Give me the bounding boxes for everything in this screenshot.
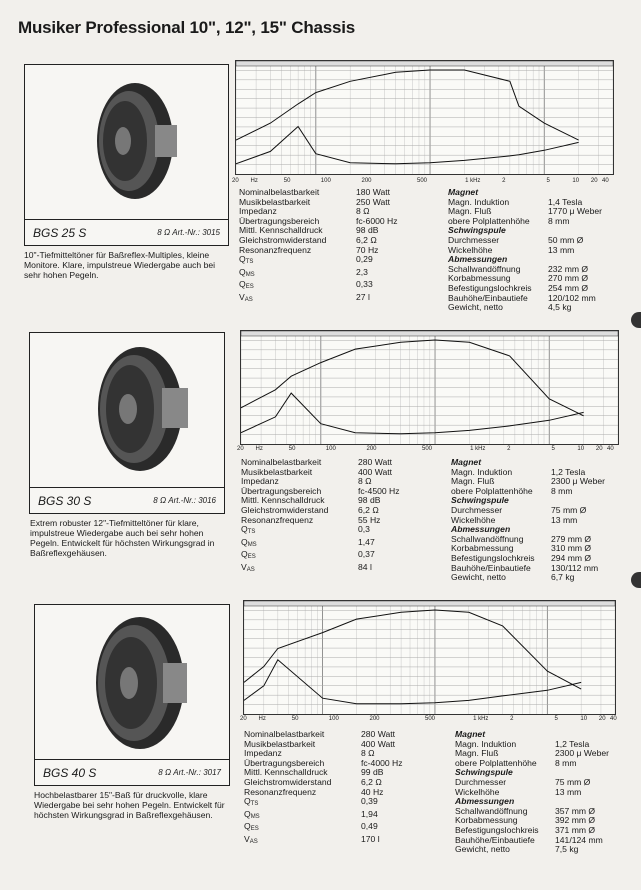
spec-label: Wickelhöhe	[448, 244, 493, 255]
spec-label: Bauhöhe/Einbautiefe	[455, 834, 535, 845]
spec-label: Gewicht, netto	[448, 302, 503, 313]
spec-label: Schallwandöffnung	[451, 533, 524, 544]
spec-value: 0,33	[356, 279, 373, 290]
x-tick-label: 2	[507, 446, 511, 452]
spec-value: 1770 μ Weber	[548, 206, 603, 217]
specs-left	[244, 730, 403, 848]
spec-label: Gleichstromwiderstand	[244, 776, 332, 787]
spec-label: Abmessungen	[451, 524, 511, 535]
top-ruler	[244, 601, 615, 606]
model-name: BGS 30 S	[38, 493, 92, 508]
spec-label: Schallwandöffnung	[448, 263, 521, 274]
spec-label: $Q_{TS}$	[244, 796, 259, 808]
article-number: 8 Ω Art.-Nr.: 3017	[158, 768, 221, 777]
x-tick-label: 50	[288, 446, 296, 452]
x-tick-label: 10	[580, 716, 588, 722]
spec-value: 6,2 Ω	[356, 234, 377, 245]
spec-row	[239, 246, 398, 256]
article-number: 8 Ω Art.-Nr.: 3015	[157, 228, 220, 237]
spec-label: Gleichstromwiderstand	[239, 234, 327, 245]
spec-row	[244, 835, 403, 848]
x-tick-label: 20	[232, 178, 239, 184]
x-tick-label: 20	[595, 446, 603, 452]
spec-label: obere Polplattenhöhe	[451, 485, 533, 496]
x-axis-labels	[237, 446, 622, 454]
spec-label: Schwingspule	[451, 495, 509, 506]
spec-label: Impedanz	[244, 748, 282, 759]
x-tick-label: 5	[546, 178, 550, 184]
spec-value: 180 Watt	[356, 187, 391, 197]
spec-label: $V_{AS}$	[239, 291, 253, 303]
spec-value: 371 mm Ø	[555, 824, 596, 835]
spec-label: Magnet	[448, 187, 479, 197]
specs-left	[241, 458, 400, 576]
spec-value: 0,39	[361, 796, 378, 807]
x-tick-label: 100	[320, 178, 331, 184]
spec-value: 310 mm Ø	[551, 543, 592, 554]
spec-label: Befestigungslochkreis	[448, 282, 532, 293]
spec-value: 130/112 mm	[551, 562, 599, 573]
spec-value: 8 mm	[551, 485, 573, 496]
spec-label: Mittl. Kennschalldruck	[239, 225, 323, 236]
product-description: Hochbelastbarer 15"-Baß für druckvolle, klare Wiedergabe bei sehr hohen Pegeln. Entwickelt für höchsten Wirkungsgrad in Baßreflexgehäusen.	[34, 790, 225, 820]
spec-value: 13 mm	[555, 786, 582, 797]
spec-label: $Q_{ES}$	[241, 549, 256, 561]
spec-value: 75 mm Ø	[551, 504, 587, 515]
spec-label: Durchmesser	[451, 504, 503, 515]
x-tick-label: 50	[283, 178, 291, 184]
spec-row	[451, 573, 605, 583]
spec-label: Korbabmessung	[451, 543, 514, 554]
spec-label: obere Polplattenhöhe	[455, 757, 537, 768]
spec-value: 280 Watt	[358, 457, 393, 467]
x-axis-labels	[240, 716, 625, 724]
photo-caption	[35, 759, 229, 785]
spec-row	[239, 268, 398, 281]
x-tick-label: 500	[422, 446, 433, 452]
model-name: BGS 25 S	[33, 225, 87, 240]
spec-value: 6,2 Ω	[361, 776, 382, 787]
spec-label: Übertragungsbereich	[239, 215, 320, 226]
spec-label: Magnet	[455, 729, 486, 739]
product-description: 10"-Tiefmitteltöner für Baßreflex-Multiples, kleine Monitore. Klare, impulstreue Wiedergabe auch bei sehr hohen Pegeln.	[24, 250, 216, 280]
x-tick-label: 10	[577, 446, 585, 452]
spec-row	[239, 255, 398, 268]
spec-value: fc-4000 Hz	[361, 757, 403, 768]
spec-label: $Q_{ES}$	[244, 821, 259, 833]
spec-label: Schallwandöffnung	[455, 805, 528, 816]
spec-label: $Q_{TS}$	[239, 254, 254, 266]
spec-value: 84 l	[358, 561, 372, 572]
spec-label: Bauhöhe/Einbautiefe	[451, 562, 531, 573]
spec-label: Durchmesser	[448, 234, 500, 245]
frequency-chart	[240, 330, 619, 445]
spec-label: Wickelhöhe	[451, 514, 496, 525]
spec-row	[455, 845, 609, 855]
spec-row	[239, 280, 398, 293]
spec-row	[241, 538, 400, 551]
spec-value: 50 mm Ø	[548, 234, 584, 245]
spec-label: Befestigungslochkreis	[455, 824, 539, 835]
x-tick-label: 20	[240, 716, 247, 722]
spec-value: 8 mm	[555, 757, 577, 768]
product-description: Extrem robuster 12"-Tiefmitteltöner für klare, impulstreue Wiedergabe auch bei sehr hohen Pegeln. Entwickelt für höchsten Wirkungsgrad in Baßreflexgehäusen.	[30, 518, 215, 558]
spec-label: Magn. Fluß	[448, 206, 492, 217]
spec-value: 254 mm Ø	[548, 282, 589, 293]
spec-value: fc-4500 Hz	[358, 485, 400, 496]
spec-value: 6,2 Ω	[358, 504, 379, 515]
page-tab-marker	[631, 312, 641, 328]
spec-row	[448, 303, 602, 313]
spec-value: 400 Watt	[361, 738, 396, 749]
photo-caption	[25, 219, 228, 245]
spec-value: 392 mm Ø	[555, 815, 596, 826]
spec-label: Gewicht, netto	[455, 844, 510, 855]
x-tick-label: 200	[361, 178, 372, 184]
spec-label: $Q_{MS}$	[239, 266, 255, 278]
spec-value: 13 mm	[551, 514, 578, 525]
speaker-image	[35, 605, 229, 755]
specs-left	[239, 188, 398, 306]
spec-label: Korbabmessung	[448, 273, 511, 284]
spec-label: Magn. Induktion	[455, 738, 517, 749]
x-tick-label: 200	[369, 716, 380, 722]
spec-row	[241, 516, 400, 526]
frequency-chart	[243, 600, 616, 715]
impedance-curve	[244, 660, 581, 704]
spec-label: Musikbelastbarkeit	[239, 196, 311, 207]
spec-value: 280 Watt	[361, 729, 396, 739]
spec-label: Nominalbelastbarkeit	[241, 457, 322, 467]
impedance-curve	[236, 127, 579, 164]
spec-label: Impedanz	[239, 206, 277, 217]
spec-label: $Q_{MS}$	[244, 808, 260, 820]
x-tick-label: 50	[291, 716, 299, 722]
spec-label: Übertragungsbereich	[241, 485, 322, 496]
x-tick-label: 40	[610, 716, 617, 722]
spec-label: Nominalbelastbarkeit	[244, 729, 325, 739]
impedance-curve	[241, 393, 584, 434]
spec-label: Bauhöhe/Einbautiefe	[448, 292, 528, 303]
frequency-chart	[235, 60, 614, 175]
spec-label: Mittl. Kennschalldruck	[244, 767, 328, 778]
spec-value: 0,37	[358, 549, 375, 560]
spec-label: Wickelhöhe	[455, 786, 500, 797]
x-tick-label: 2	[510, 716, 514, 722]
x-tick-label: 500	[425, 716, 436, 722]
frequency-response-curve	[236, 70, 579, 140]
x-tick-label: 20	[590, 178, 598, 184]
model-name: BGS 40 S	[43, 765, 97, 780]
page-tab-marker	[631, 572, 641, 588]
spec-label: Magn. Induktion	[448, 196, 510, 207]
spec-value: 98 dB	[356, 225, 379, 236]
spec-label: $V_{AS}$	[241, 561, 255, 573]
x-tick-label: 20	[598, 716, 606, 722]
spec-value: 294 mm Ø	[551, 552, 592, 563]
x-tick-label: 100	[328, 716, 339, 722]
spec-value: 357 mm Ø	[555, 805, 596, 816]
spec-label: Magn. Fluß	[451, 476, 495, 487]
x-tick-label: 1 kHz	[473, 716, 489, 722]
spec-value: 40 Hz	[361, 786, 384, 797]
spec-value: 400 Watt	[358, 466, 393, 477]
spec-value: 279 mm Ø	[551, 533, 592, 544]
x-tick-label: 5	[554, 716, 558, 722]
spec-label: Magnet	[451, 457, 482, 467]
page-title: Musiker Professional 10", 12", 15" Chassis	[18, 18, 356, 37]
spec-row	[241, 563, 400, 576]
top-ruler	[236, 61, 613, 66]
spec-row	[244, 788, 403, 798]
product-section	[0, 60, 641, 350]
spec-label: Resonanzfrequenz	[244, 786, 317, 797]
spec-label: Befestigungslochkreis	[451, 552, 535, 563]
spec-value: 141/124 mm	[555, 834, 603, 845]
spec-value: 232 mm Ø	[548, 263, 589, 274]
speaker-image	[30, 333, 224, 483]
spec-row	[241, 550, 400, 563]
spec-value: 1,2 Tesla	[551, 466, 586, 477]
x-tick-label: 10	[572, 178, 580, 184]
spec-label: Gleichstromwiderstand	[241, 504, 329, 515]
spec-value: 8 Ω	[361, 748, 375, 759]
specs-right	[448, 188, 602, 313]
speaker-photo-frame	[34, 604, 230, 786]
spec-value: 2300 μ Weber	[551, 476, 606, 487]
spec-label: Resonanzfrequenz	[239, 244, 312, 255]
x-tick-label: 100	[325, 446, 336, 452]
spec-label: obere Polplattenhöhe	[448, 215, 530, 226]
speaker-photo-frame	[29, 332, 225, 514]
spec-label: Mittl. Kennschalldruck	[241, 495, 325, 506]
spec-label: $V_{AS}$	[244, 833, 258, 845]
spec-value: 120/102 mm	[548, 292, 596, 303]
spec-value: 1,47	[358, 536, 375, 547]
top-ruler	[241, 331, 618, 336]
x-tick-label: 40	[607, 446, 614, 452]
x-tick-label: 1 kHz	[465, 178, 481, 184]
x-tick-label: 1 kHz	[470, 446, 486, 452]
spec-label: Abmessungen	[455, 796, 515, 807]
spec-value: 4,5 kg	[548, 302, 572, 313]
spec-value: 70 Hz	[356, 244, 379, 255]
spec-row	[244, 797, 403, 810]
spec-label: Durchmesser	[455, 776, 507, 787]
spec-value: 2300 μ Weber	[555, 748, 610, 759]
x-tick-label: Hz	[255, 446, 263, 452]
spec-value: 170 l	[361, 833, 380, 844]
speaker-image	[25, 65, 228, 215]
article-number: 8 Ω Art.-Nr.: 3016	[153, 496, 216, 505]
x-tick-label: 40	[602, 178, 609, 184]
spec-label: Abmessungen	[448, 254, 508, 265]
x-axis-labels	[232, 178, 617, 186]
spec-value: 8 mm	[548, 215, 570, 226]
spec-value: fc-6000 Hz	[356, 215, 398, 226]
spec-value: 0,3	[358, 524, 370, 535]
spec-label: Übertragungsbereich	[244, 757, 325, 768]
spec-label: Schwingspule	[448, 225, 506, 236]
x-tick-label: Hz	[250, 178, 258, 184]
specs-right	[451, 458, 605, 583]
spec-value: 8 Ω	[358, 476, 372, 487]
spec-row	[241, 525, 400, 538]
spec-value: 99 dB	[361, 767, 384, 778]
spec-label: $Q_{ES}$	[239, 279, 254, 291]
spec-value: 0,49	[361, 821, 378, 832]
x-tick-label: Hz	[258, 716, 266, 722]
spec-value: 1,4 Tesla	[548, 196, 583, 207]
x-tick-label: 200	[366, 446, 377, 452]
frequency-response-curve	[244, 610, 581, 689]
spec-value: 0,29	[356, 254, 373, 265]
spec-label: Magn. Fluß	[455, 748, 499, 759]
spec-label: Nominalbelastbarkeit	[239, 187, 320, 197]
spec-label: $Q_{MS}$	[241, 536, 257, 548]
spec-value: 55 Hz	[358, 514, 381, 525]
x-tick-label: 500	[417, 178, 428, 184]
spec-value: 270 mm Ø	[548, 273, 589, 284]
x-tick-label: 20	[237, 446, 244, 452]
specs-right	[455, 730, 609, 855]
product-section	[0, 330, 641, 620]
spec-value: 1,2 Tesla	[555, 738, 590, 749]
x-tick-label: 2	[502, 178, 506, 184]
spec-label: Resonanzfrequenz	[241, 514, 314, 525]
spec-label: Musikbelastbarkeit	[241, 466, 313, 477]
speaker-photo-frame	[24, 64, 229, 246]
spec-value: 7,5 kg	[555, 844, 579, 855]
photo-caption	[30, 487, 224, 513]
spec-label: Impedanz	[241, 476, 279, 487]
spec-value: 13 mm	[548, 244, 575, 255]
spec-row	[239, 293, 398, 306]
spec-row	[244, 810, 403, 823]
spec-label: Musikbelastbarkeit	[244, 738, 316, 749]
spec-value: 1,94	[361, 808, 378, 819]
spec-value: 8 Ω	[356, 206, 370, 217]
spec-value: 98 dB	[358, 495, 381, 506]
spec-label: Korbabmessung	[455, 815, 518, 826]
spec-label: Magn. Induktion	[451, 466, 513, 477]
spec-value: 75 mm Ø	[555, 776, 591, 787]
spec-label: Gewicht, netto	[451, 572, 506, 583]
spec-value: 27 l	[356, 291, 370, 302]
spec-value: 6,7 kg	[551, 572, 575, 583]
spec-value: 250 Watt	[356, 196, 391, 207]
product-section	[0, 600, 641, 890]
spec-value: 2,3	[356, 266, 368, 277]
x-tick-label: 5	[551, 446, 555, 452]
spec-label: Schwingspule	[455, 767, 513, 778]
spec-label: $Q_{TS}$	[241, 524, 256, 536]
